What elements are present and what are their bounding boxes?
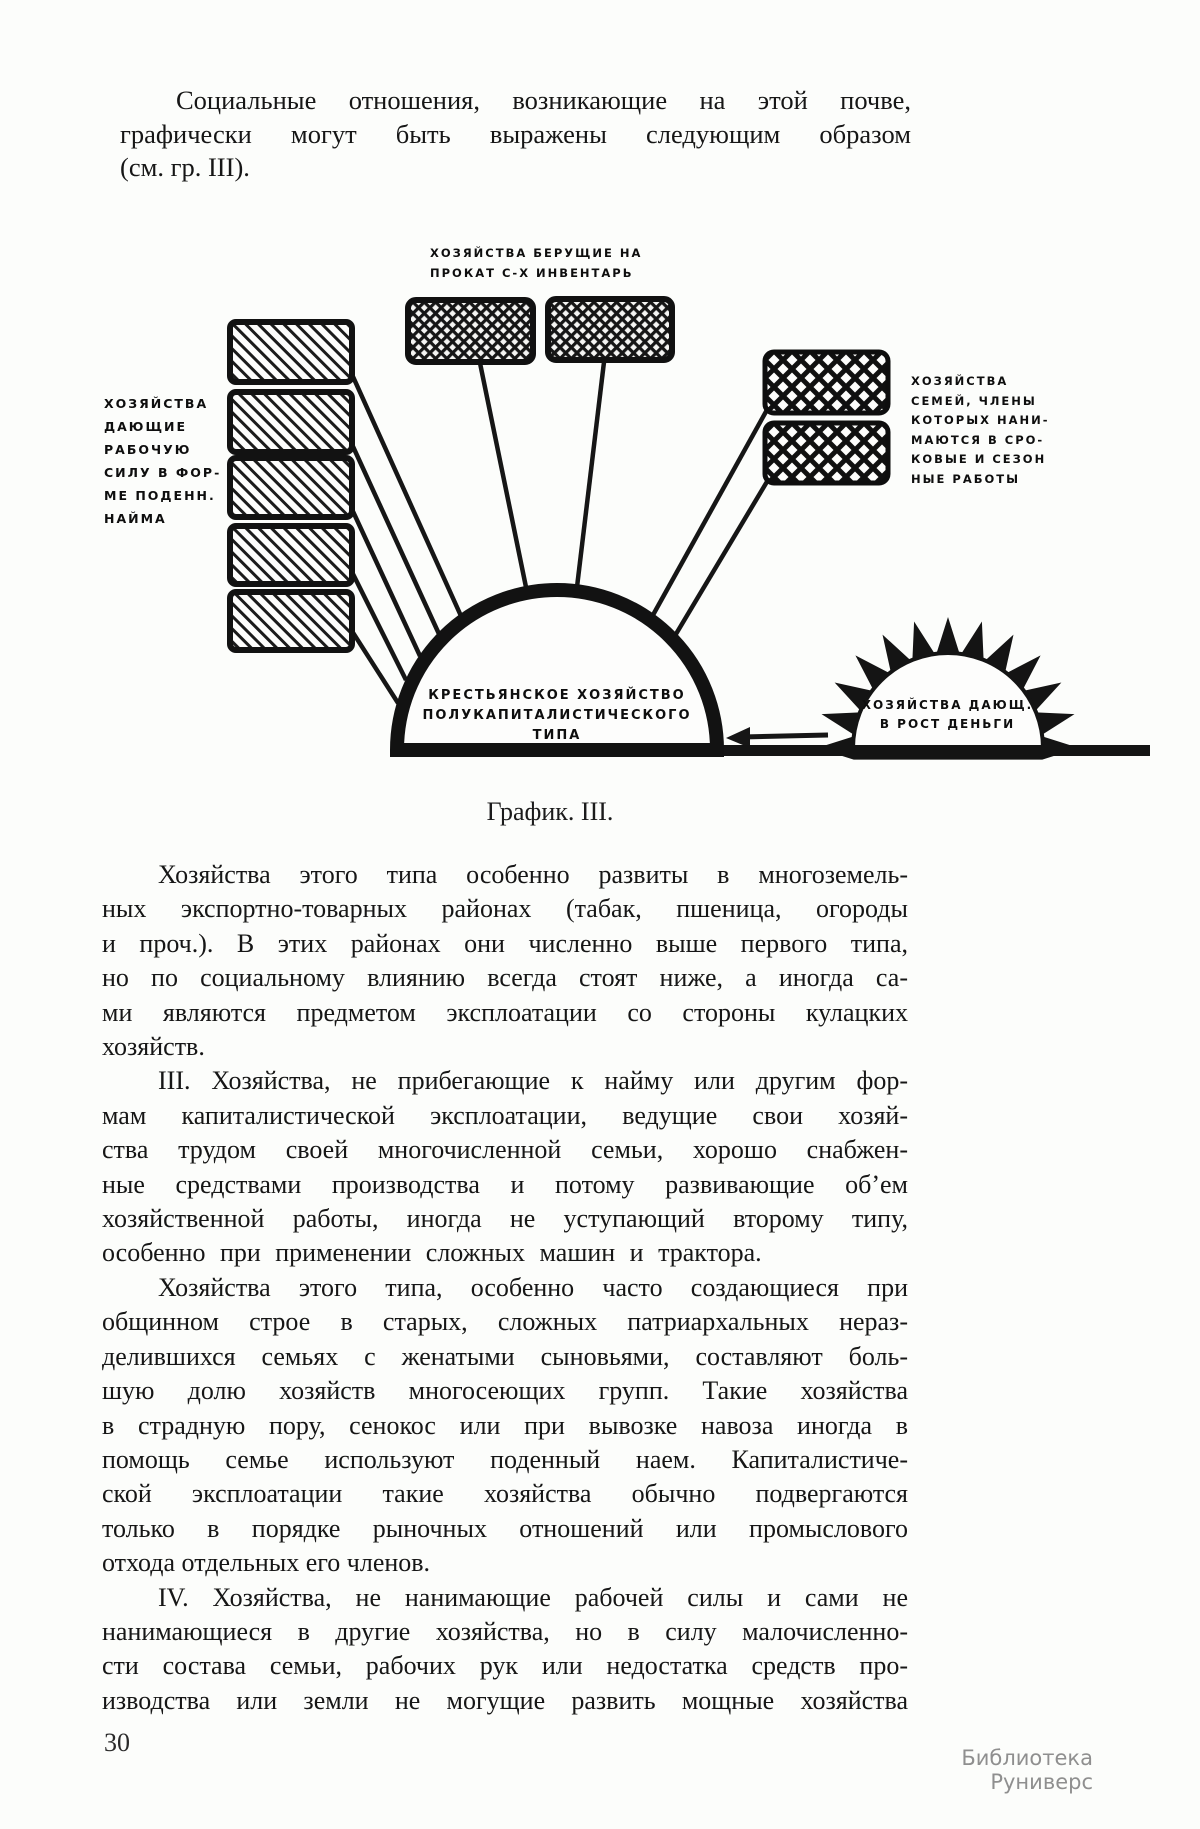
diagram-label-money-lenders: [835, 696, 1060, 734]
label-line: ПРОКАТ С-Х ИНВЕНТАРЬ: [430, 266, 634, 280]
text-line: ми являются предметом эксплоатации со стороны кулацких: [102, 997, 908, 1027]
label-line: ХОЗЯЙСТВА БЕРУЩИЕ НА: [430, 246, 643, 260]
arrow-left-icon: [726, 727, 828, 748]
text-line: ных экспортно-товарных районах (табак, пшеница, огороды: [102, 894, 908, 924]
text-line: только в порядке рыночных отношений или промыслового: [102, 1513, 908, 1543]
text-line: изводства или земли не могущие развить мощные хозяйства: [102, 1685, 908, 1715]
label-line: СИЛУ В ФОР-: [104, 465, 222, 480]
body-text: [102, 858, 908, 1718]
label-line: РАБОЧУЮ: [104, 442, 192, 457]
label-line: КОТОРЫХ НАНИ-: [911, 413, 1050, 427]
label-line: ПОЛУКАПИТАЛИСТИЧЕСКОГО: [422, 708, 692, 723]
text-line: графически могут быть выражены следующим образом: [120, 118, 911, 149]
diagram-label-semicapitalist-farm: [407, 686, 707, 746]
text-line: нанимающиеся в другие хозяйства, но в силу малочисленно-: [102, 1616, 908, 1646]
text-line: Хозяйства этого типа, особенно часто создающиеся при: [158, 1272, 908, 1302]
label-line: ХОЗЯЙСТВА ДАЮЩ.: [861, 698, 1034, 712]
text-line: и проч.). В этих районах они численно выше первого типа,: [102, 928, 908, 958]
label-line: МЕ ПОДЕНН.: [104, 488, 216, 503]
text-line: IV. Хозяйства, не нанимающие рабочей силы и сами не: [158, 1582, 908, 1612]
label-line: ДАЮЩИЕ: [104, 419, 188, 434]
text-line: делившихся семьях с женатыми сыновьями, составляют боль-: [102, 1341, 908, 1371]
figure-caption: График. III.: [486, 797, 614, 826]
page-number: 30: [104, 1728, 130, 1757]
text-line: сти состава семьи, рабочих рук или недостатка средств про-: [102, 1651, 908, 1681]
diagram-label-seasonal-work: [911, 372, 1051, 489]
paragraph: [102, 858, 908, 1064]
label-line: НЫЕ РАБОТЫ: [911, 471, 1021, 486]
library-watermark: Библиотека Руниверс: [961, 1746, 1093, 1794]
text-line: шую долю хозяйств многосеющих групп. Такие хозяйства: [102, 1376, 908, 1406]
label-line: ТИПА: [532, 728, 582, 743]
hatched-box: [230, 526, 352, 584]
text-line: но по социальному влиянию всегда стоят ниже, а иногда са-: [102, 963, 908, 993]
right-diamond-boxes: [765, 352, 888, 483]
label-line: МАЮТСЯ В СРО-: [911, 432, 1045, 447]
text-line: Социальные отношения, возникающие на этой почве,: [176, 85, 911, 115]
text-line: ные средствами производства и потому развивающие об’ем: [102, 1169, 908, 1199]
paragraph: [102, 1271, 908, 1581]
label-line: КРЕСТЬЯНСКОЕ ХОЗЯЙСТВО: [428, 688, 686, 703]
text-line: особенно при применении сложных машин и трактора.: [102, 1238, 762, 1268]
paragraph: [102, 1064, 908, 1270]
text-line: III. Хозяйства, не прибегающие к найму или другим фор-: [158, 1066, 908, 1096]
diamond-box: [765, 423, 888, 483]
label-line: КОВЫЕ И СЕЗОН: [911, 452, 1047, 466]
hatched-box: [230, 592, 352, 650]
label-line: НАЙМА: [104, 511, 167, 526]
text-line: общинном строе в старых, сложных патриархальных нераз-: [102, 1307, 908, 1337]
hatched-box: [230, 322, 352, 382]
crosshatched-box: [548, 299, 672, 360]
text-line: мам капиталистической эксплоатации, ведущие свои хозяй-: [102, 1100, 908, 1130]
text-line: хозяйственной работы, иногда не уступающий второму типу,: [102, 1204, 908, 1234]
label-line: ХОЗЯЙСТВА: [911, 374, 1009, 388]
hatched-box: [230, 392, 352, 452]
diamond-box: [765, 352, 888, 413]
text-line: отхода отдельных его членов.: [102, 1548, 431, 1578]
text-line: ской эксплоатации такие хозяйства обычно подвергаются: [102, 1479, 908, 1509]
top-crosshatched-boxes: [408, 299, 672, 362]
diagram-label-rent-inventory: [430, 243, 670, 283]
text-line: хозяйств.: [102, 1032, 205, 1062]
label-line: СЕМЕЙ, ЧЛЕНЫ: [911, 393, 1037, 408]
crosshatched-box: [408, 300, 533, 362]
text-line: помощь семье используют поденный наем. Капиталистиче-: [102, 1444, 908, 1474]
left-hatched-boxes: [230, 322, 352, 650]
hatched-box: [230, 458, 352, 517]
label-line: В РОСТ ДЕНЬГИ: [879, 717, 1016, 731]
diagram-label-day-labor: [104, 392, 234, 530]
label-line: ХОЗЯЙСТВА: [104, 396, 209, 411]
paragraph: [102, 1581, 908, 1719]
text-line: Хозяйства этого типа особенно развиты в многоземель-: [158, 860, 908, 889]
text-line: (см. гр. III).: [120, 152, 250, 182]
text-line: в страдную пору, сенокос или при вывозке навоза иногда в: [102, 1410, 908, 1440]
text-line: ства трудом своей многочисленной семьи, хорошо снабжен-: [102, 1135, 908, 1165]
